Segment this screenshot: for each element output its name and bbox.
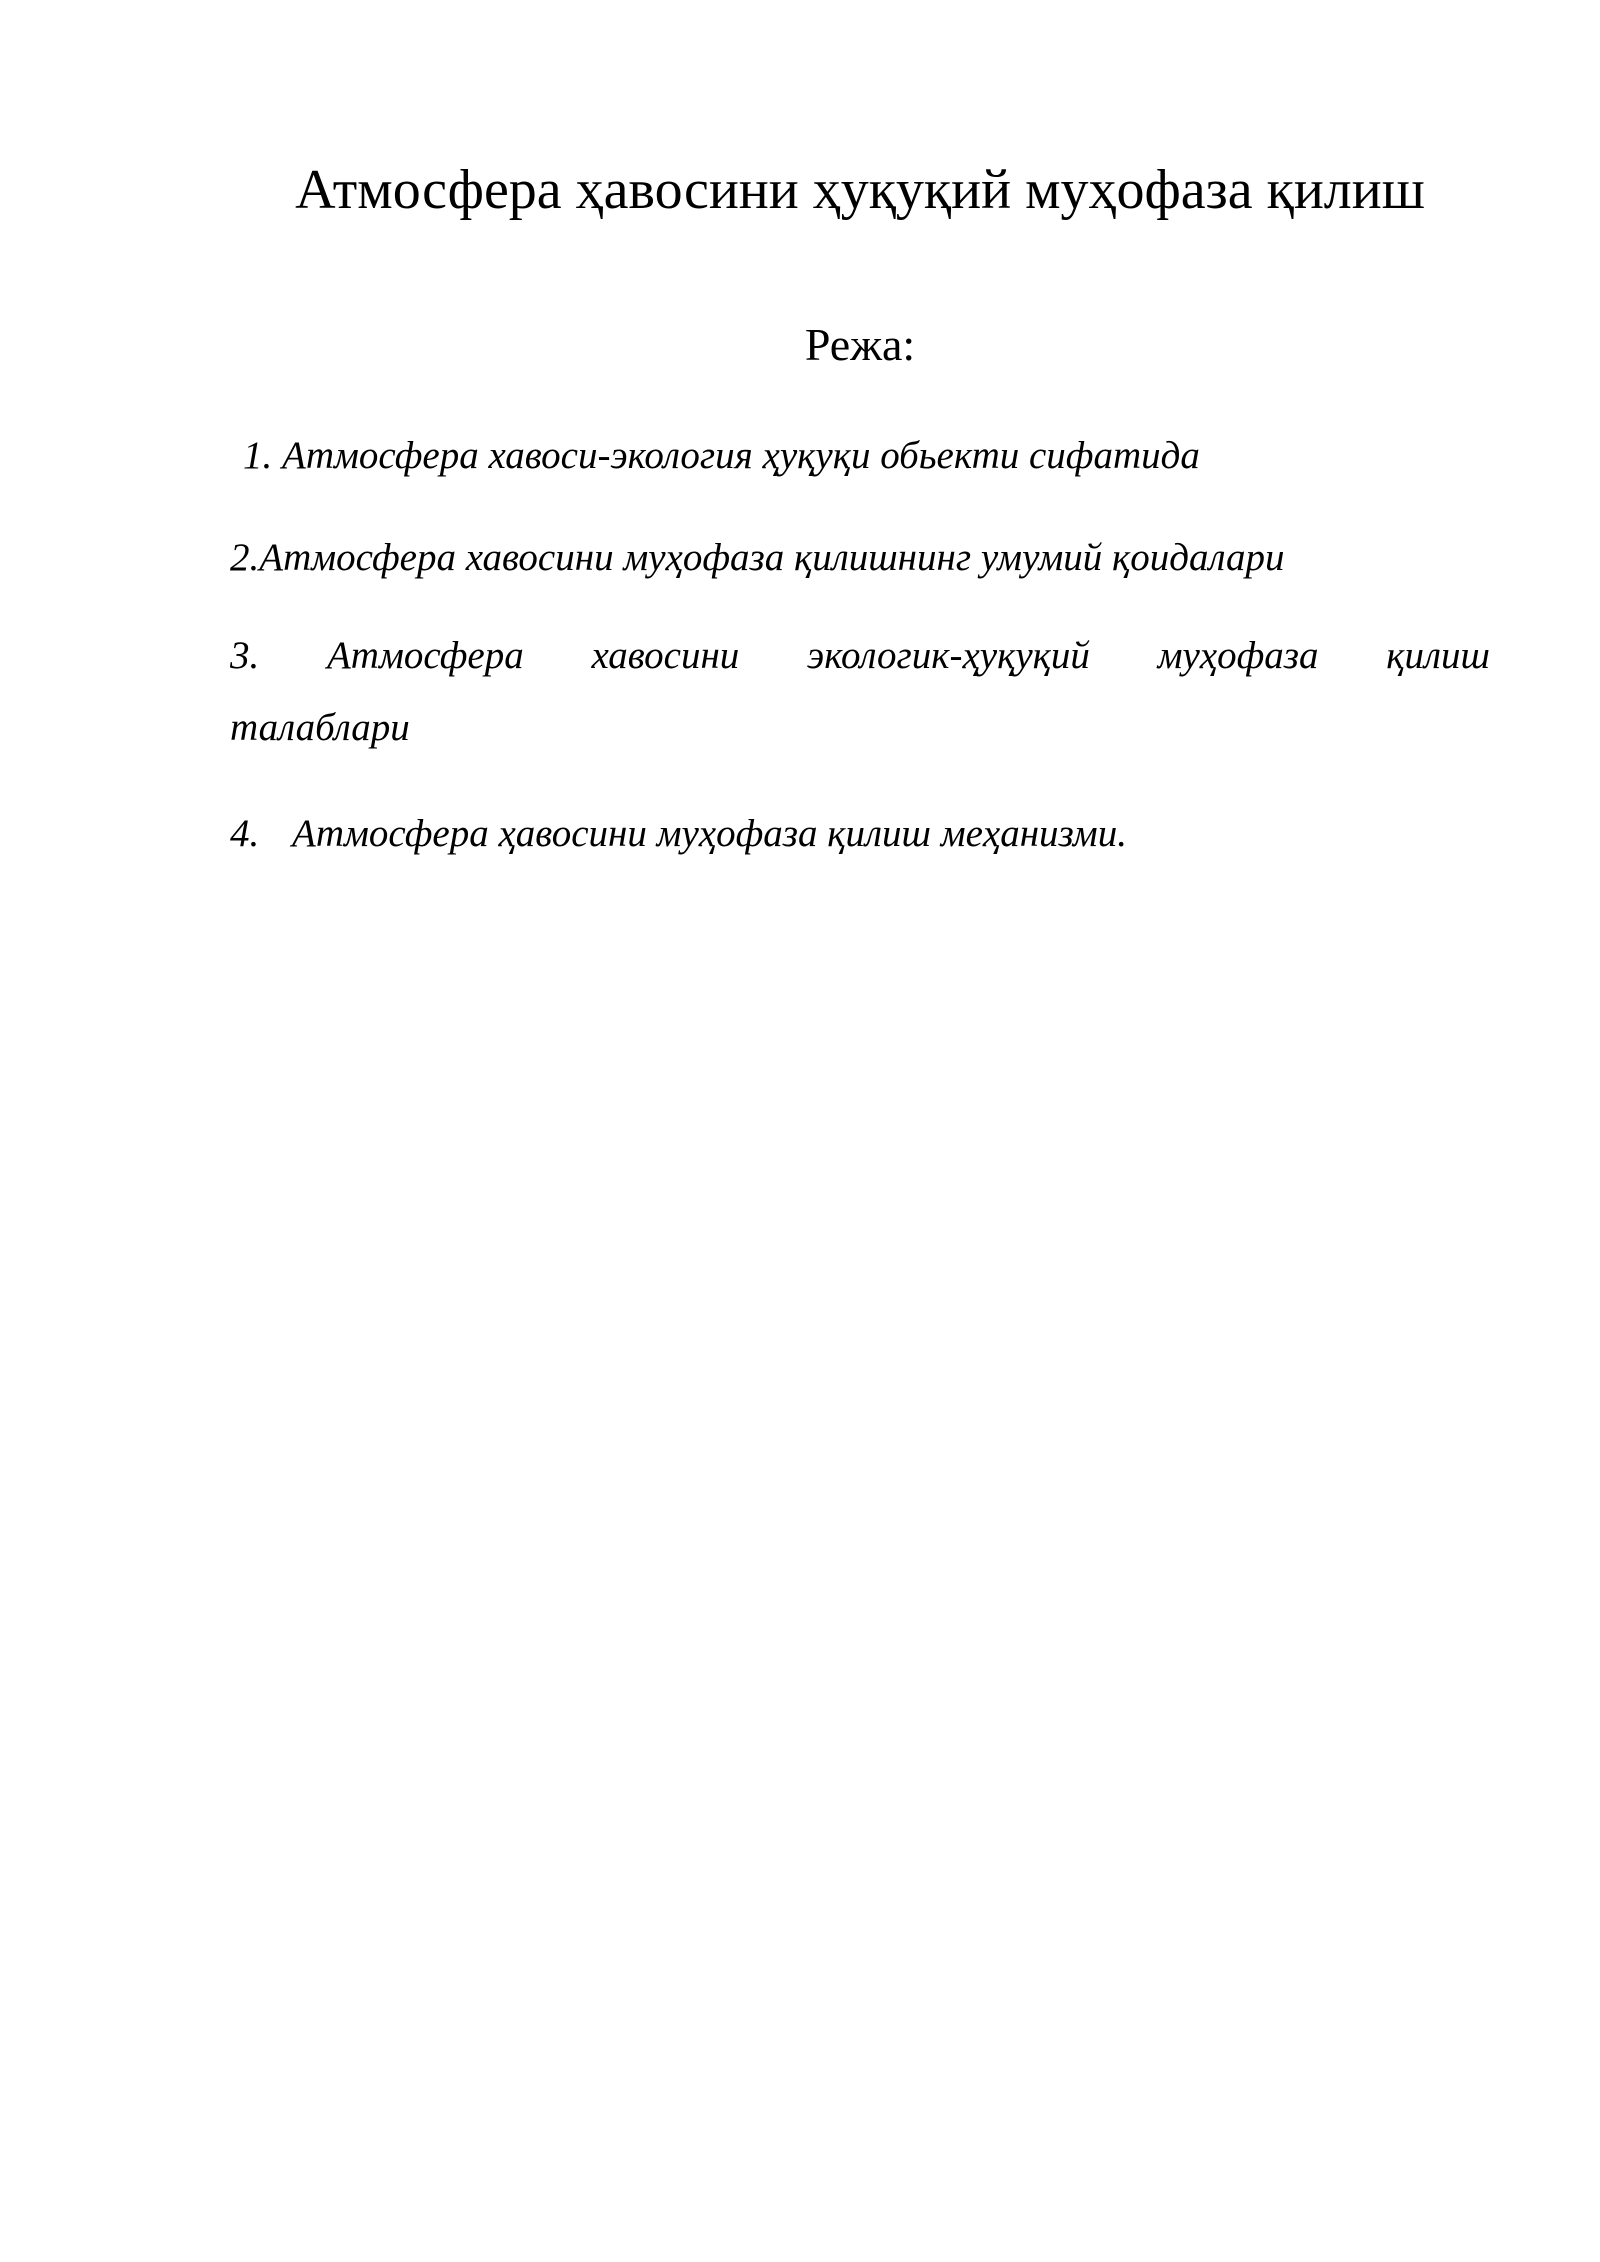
plan-item-3-line-1 xyxy=(230,620,1490,692)
plan-item-3-word: хавосини xyxy=(591,634,740,677)
plan-item-3-number: 3. xyxy=(230,634,260,677)
page-title: Атмосфера ҳавосини ҳуқуқий муҳофаза қилиш xyxy=(295,159,1425,221)
plan-item-3 xyxy=(230,620,1490,764)
plan-item-2: 2.Атмосфера хавосини муҳофаза қилишнинг умумий қоидалари xyxy=(230,536,1285,579)
plan-item-1: 1. Атмосфера хавоси-экология ҳуқуқи обьекти сифатида xyxy=(243,434,1200,477)
plan-item-3-word: муҳофаза xyxy=(1157,634,1319,677)
plan-item-4 xyxy=(230,798,1490,870)
plan-item-3-word: қилиш xyxy=(1386,634,1490,677)
plan-item-4-text: Атмосфера ҳавосини муҳофаза қилиш меҳанизми. xyxy=(292,812,1127,855)
plan-item-3-line-2: талаблари xyxy=(230,706,410,749)
plan-item-3-word: Атмосфера xyxy=(326,634,524,677)
plan-item-4-number: 4. xyxy=(230,812,260,855)
plan-heading: Режа: xyxy=(804,319,916,370)
plan-item-3-word: экологик-ҳуқуқий xyxy=(807,634,1090,677)
